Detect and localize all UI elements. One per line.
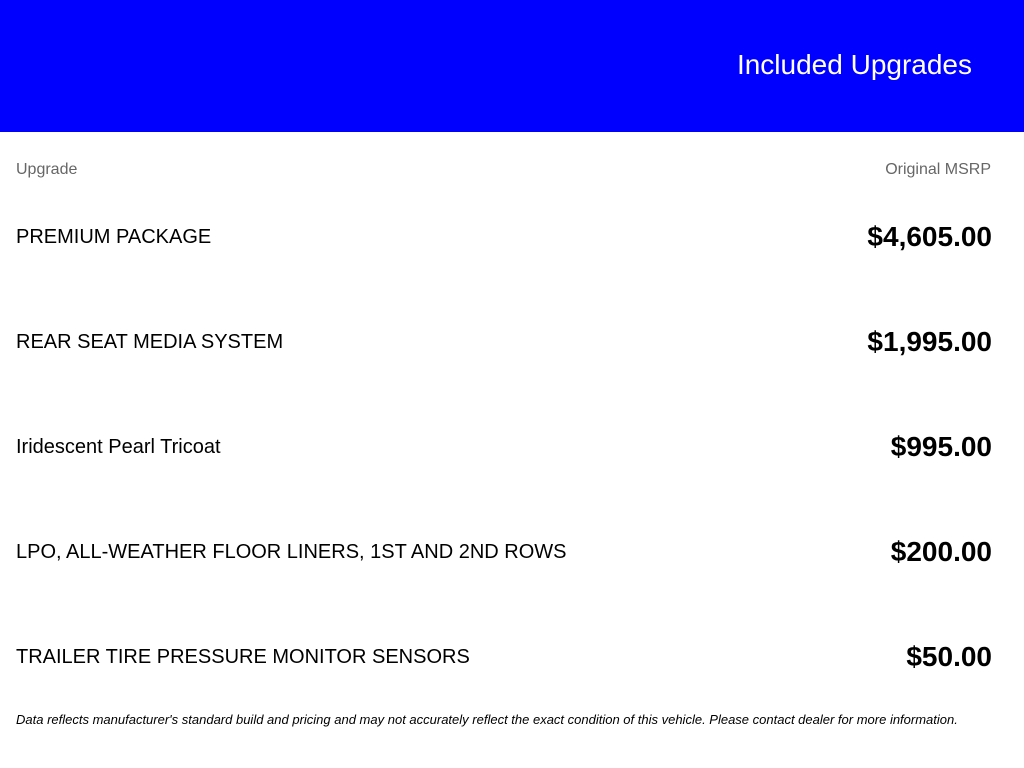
upgrade-row (0, 522, 1024, 582)
upgrade-row (0, 312, 1024, 372)
upgrade-price: $1,995.00 (867, 326, 992, 357)
page-title: Included Upgrades (736, 49, 972, 80)
upgrade-price: $4,605.00 (867, 221, 992, 252)
upgrade-row (0, 627, 1024, 687)
column-header-msrp: Original MSRP (885, 161, 991, 178)
upgrade-price: $200.00 (890, 536, 992, 567)
column-header-upgrade: Upgrade (16, 161, 78, 178)
upgrade-price: $50.00 (906, 641, 992, 672)
upgrade-price: $995.00 (890, 431, 992, 462)
disclaimer-text: Data reflects manufacturer's standard build and pricing and may not accurately reflect the exact condition of this vehicle. Please contact dealer for more information. (16, 712, 958, 727)
upgrade-name: TRAILER TIRE PRESSURE MONITOR SENSORS (16, 646, 470, 668)
upgrade-name: Iridescent Pearl Tricoat (16, 436, 221, 458)
upgrade-name: PREMIUM PACKAGE (16, 226, 212, 248)
upgrade-name: LPO, ALL-WEATHER FLOOR LINERS, 1ST AND 2ND ROWS (16, 541, 567, 563)
upgrade-row (0, 417, 1024, 477)
page-header (0, 0, 1024, 132)
upgrade-row (0, 207, 1024, 267)
upgrade-name: REAR SEAT MEDIA SYSTEM (16, 331, 284, 353)
